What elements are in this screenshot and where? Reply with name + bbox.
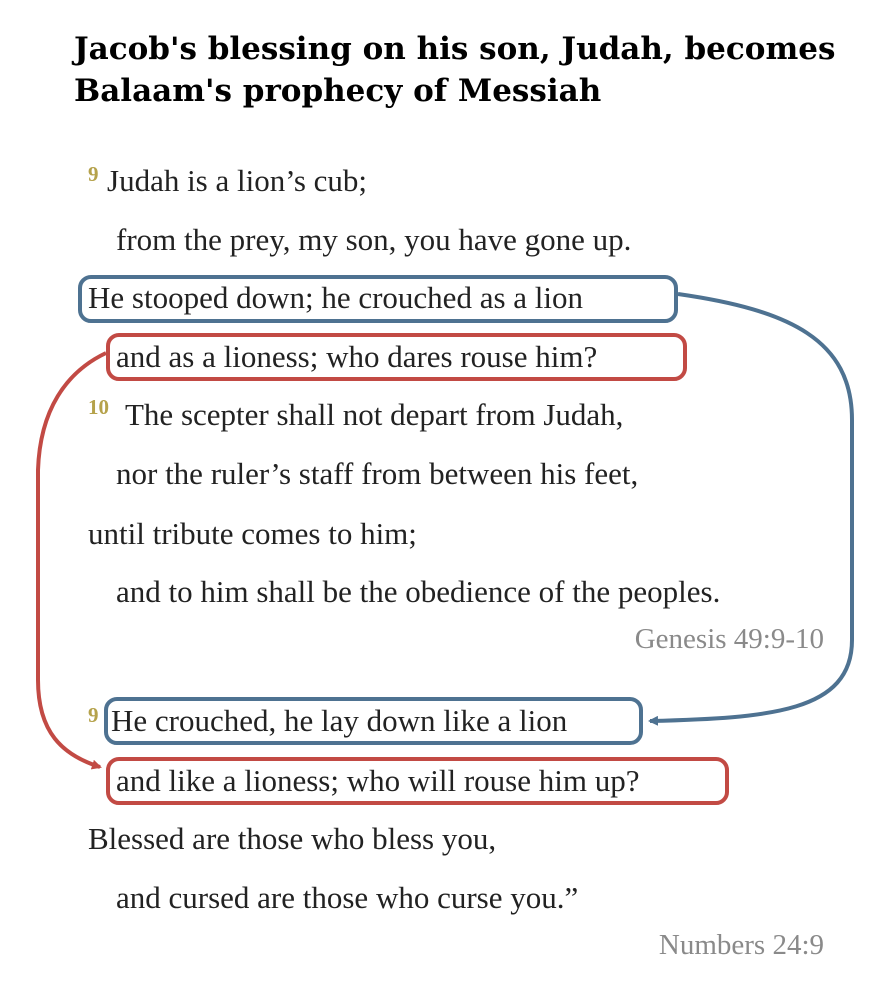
verse-line: nor the ruler’s staff from between his feet, xyxy=(116,456,639,491)
verse-line: Judah is a lion’s cub; xyxy=(107,163,368,198)
verse-line: until tribute comes to him; xyxy=(88,516,417,551)
verse-number: 9 xyxy=(88,162,99,186)
scripture-reference: Genesis 49:9-10 xyxy=(634,623,824,655)
verse-line: from the prey, my son, you have gone up. xyxy=(116,222,632,257)
verse-line: and to him shall be the obedience of the peoples. xyxy=(116,574,721,609)
verse-line: Blessed are those who bless you, xyxy=(88,821,497,856)
verse-line-highlight-red: and like a lioness; who will rouse him up? xyxy=(116,763,640,798)
verse-line-highlight-blue: He crouched, he lay down like a lion xyxy=(111,703,568,738)
red-arrow xyxy=(38,353,106,767)
verse-line: and cursed are those who curse you.” xyxy=(116,880,579,915)
page-title: Jacob's blessing on his son, Judah, becomes Balaam's prophecy of Messiah xyxy=(74,31,836,109)
verse-line-highlight-red: and as a lioness; who dares rouse him? xyxy=(116,339,598,374)
verse-number: 9 xyxy=(88,703,99,727)
scripture-reference: Numbers 24:9 xyxy=(658,929,824,961)
verse-line: The scepter shall not depart from Judah, xyxy=(125,397,624,432)
verse-number: 10 xyxy=(88,395,109,419)
verse-line-highlight-blue: He stooped down; he crouched as a lion xyxy=(88,280,584,315)
blue-arrow xyxy=(650,294,852,721)
